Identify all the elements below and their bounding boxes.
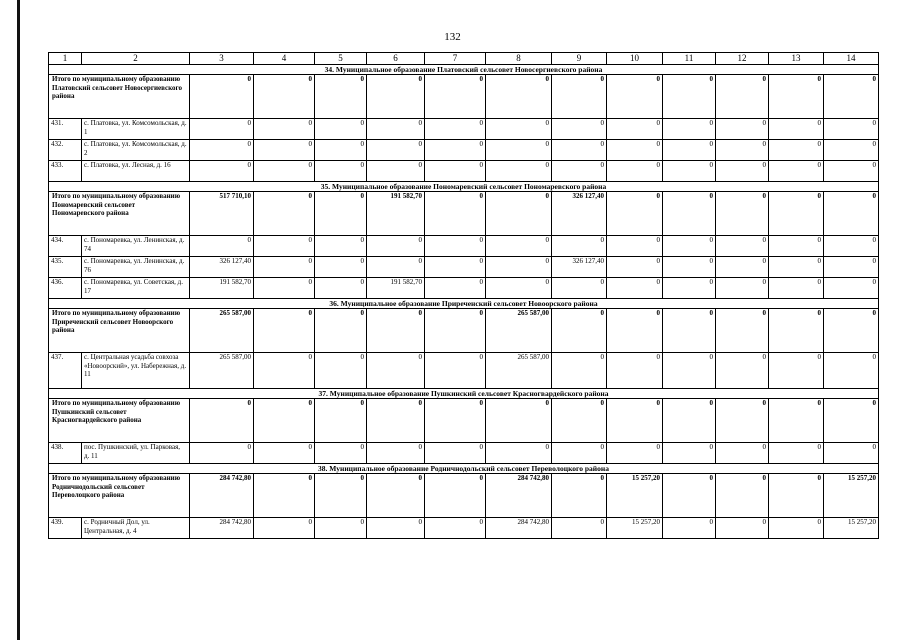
row-value: 326 127,40 bbox=[552, 257, 607, 278]
row-value: 0 bbox=[367, 161, 425, 182]
row-address: пос. Пушкинский, ул. Парковая, д. 11 bbox=[82, 443, 190, 464]
row-value: 0 bbox=[425, 443, 486, 464]
row-value: 0 bbox=[552, 236, 607, 257]
total-value: 15 257,20 bbox=[824, 474, 879, 518]
total-value: 0 bbox=[607, 75, 663, 119]
row-value: 0 bbox=[769, 353, 824, 389]
row-value: 0 bbox=[190, 140, 254, 161]
row-value: 0 bbox=[425, 257, 486, 278]
row-value: 0 bbox=[367, 518, 425, 539]
row-value: 0 bbox=[552, 353, 607, 389]
total-value: 0 bbox=[716, 309, 769, 353]
row-value: 0 bbox=[190, 119, 254, 140]
row-value: 0 bbox=[425, 119, 486, 140]
total-value: 0 bbox=[716, 75, 769, 119]
total-value: 0 bbox=[315, 75, 367, 119]
row-value: 0 bbox=[315, 119, 367, 140]
column-header: 13 bbox=[769, 53, 824, 65]
row-value: 0 bbox=[315, 443, 367, 464]
total-value: 0 bbox=[769, 192, 824, 236]
row-value: 0 bbox=[824, 278, 879, 299]
total-value: 0 bbox=[190, 399, 254, 443]
total-value: 0 bbox=[425, 474, 486, 518]
column-header: 10 bbox=[607, 53, 663, 65]
total-value: 15 257,20 bbox=[607, 474, 663, 518]
total-label: Итого по муниципальному образованию Пушкинский сельсовет Красногвардейского района bbox=[49, 399, 190, 443]
row-value: 0 bbox=[663, 518, 716, 539]
table-row bbox=[49, 443, 879, 464]
total-value: 0 bbox=[769, 399, 824, 443]
row-value: 0 bbox=[367, 119, 425, 140]
row-value: 0 bbox=[315, 518, 367, 539]
row-number: 434. bbox=[49, 236, 82, 257]
row-value: 0 bbox=[254, 353, 315, 389]
row-value: 0 bbox=[254, 443, 315, 464]
total-value: 0 bbox=[486, 399, 552, 443]
row-value: 0 bbox=[315, 161, 367, 182]
total-value: 0 bbox=[425, 399, 486, 443]
total-value: 0 bbox=[824, 192, 879, 236]
table-row bbox=[49, 119, 879, 140]
row-number: 433. bbox=[49, 161, 82, 182]
row-value: 0 bbox=[607, 119, 663, 140]
row-value: 0 bbox=[769, 236, 824, 257]
total-value: 0 bbox=[663, 474, 716, 518]
total-value: 0 bbox=[769, 309, 824, 353]
row-value: 0 bbox=[769, 257, 824, 278]
row-value: 0 bbox=[486, 257, 552, 278]
total-value: 0 bbox=[552, 75, 607, 119]
total-value: 0 bbox=[425, 309, 486, 353]
total-value: 0 bbox=[425, 192, 486, 236]
total-value: 0 bbox=[716, 474, 769, 518]
page-number: 132 bbox=[444, 31, 461, 43]
row-number: 436. bbox=[49, 278, 82, 299]
total-row bbox=[49, 474, 879, 518]
row-value: 0 bbox=[824, 236, 879, 257]
row-value: 284 742,80 bbox=[486, 518, 552, 539]
total-label: Итого по муниципальному образованию Родничнодольский сельсовет Переволоцкого района bbox=[49, 474, 190, 518]
total-value: 0 bbox=[315, 399, 367, 443]
column-header: 5 bbox=[315, 53, 367, 65]
row-value: 0 bbox=[663, 140, 716, 161]
row-number: 435. bbox=[49, 257, 82, 278]
row-value: 0 bbox=[716, 278, 769, 299]
row-value: 0 bbox=[315, 257, 367, 278]
row-address: с. Платовка, ул. Комсомольская, д. 1 bbox=[82, 119, 190, 140]
section-title: 36. Муниципальное образование Приреченский сельсовет Новоорского района bbox=[49, 299, 879, 309]
row-value: 0 bbox=[716, 518, 769, 539]
total-value: 0 bbox=[254, 474, 315, 518]
total-value: 0 bbox=[254, 399, 315, 443]
total-value: 0 bbox=[769, 474, 824, 518]
row-value: 0 bbox=[716, 140, 769, 161]
row-value: 0 bbox=[607, 236, 663, 257]
column-header: 7 bbox=[425, 53, 486, 65]
section-title: 38. Муниципальное образование Родничнодольский сельсовет Переволоцкого района bbox=[49, 464, 879, 474]
row-value: 0 bbox=[190, 236, 254, 257]
row-number: 437. bbox=[49, 353, 82, 389]
row-value: 0 bbox=[486, 443, 552, 464]
total-row bbox=[49, 192, 879, 236]
total-value: 0 bbox=[552, 474, 607, 518]
row-value: 0 bbox=[769, 278, 824, 299]
row-value: 0 bbox=[425, 518, 486, 539]
table-row bbox=[49, 161, 879, 182]
column-header: 9 bbox=[552, 53, 607, 65]
row-value: 0 bbox=[367, 257, 425, 278]
row-value: 326 127,40 bbox=[190, 257, 254, 278]
section-row bbox=[49, 65, 879, 75]
row-value: 0 bbox=[315, 278, 367, 299]
row-value: 0 bbox=[552, 161, 607, 182]
row-value: 0 bbox=[663, 161, 716, 182]
row-value: 284 742,80 bbox=[190, 518, 254, 539]
row-value: 15 257,20 bbox=[824, 518, 879, 539]
table-row bbox=[49, 257, 879, 278]
register-table bbox=[48, 52, 879, 539]
total-value: 284 742,80 bbox=[190, 474, 254, 518]
total-value: 0 bbox=[367, 75, 425, 119]
total-value: 265 587,00 bbox=[190, 309, 254, 353]
column-header-row bbox=[49, 53, 879, 65]
row-value: 0 bbox=[552, 140, 607, 161]
column-header: 3 bbox=[190, 53, 254, 65]
total-value: 517 710,10 bbox=[190, 192, 254, 236]
row-value: 0 bbox=[315, 353, 367, 389]
total-value: 0 bbox=[315, 192, 367, 236]
total-value: 0 bbox=[425, 75, 486, 119]
total-value: 0 bbox=[315, 474, 367, 518]
row-value: 0 bbox=[254, 257, 315, 278]
row-value: 191 582,70 bbox=[190, 278, 254, 299]
section-row bbox=[49, 299, 879, 309]
row-value: 0 bbox=[769, 443, 824, 464]
total-value: 284 742,80 bbox=[486, 474, 552, 518]
row-number: 431. bbox=[49, 119, 82, 140]
row-value: 265 587,00 bbox=[190, 353, 254, 389]
total-value: 0 bbox=[663, 309, 716, 353]
row-value: 0 bbox=[663, 278, 716, 299]
section-row bbox=[49, 389, 879, 399]
row-value: 0 bbox=[486, 140, 552, 161]
row-value: 0 bbox=[425, 353, 486, 389]
row-value: 15 257,20 bbox=[607, 518, 663, 539]
row-value: 0 bbox=[824, 119, 879, 140]
row-value: 0 bbox=[254, 140, 315, 161]
total-label: Итого по муниципальному образованию Пономаревский сельсовет Пономаревского района bbox=[49, 192, 190, 236]
total-value: 0 bbox=[367, 399, 425, 443]
total-label: Итого по муниципальному образованию Платовский сельсовет Новосергиевского района bbox=[49, 75, 190, 119]
row-value: 0 bbox=[486, 278, 552, 299]
row-value: 0 bbox=[254, 236, 315, 257]
row-address: с. Платовка, ул. Лесная, д. 16 bbox=[82, 161, 190, 182]
row-value: 0 bbox=[716, 257, 769, 278]
row-number: 432. bbox=[49, 140, 82, 161]
row-address: с. Пономаревка, ул. Ленинская, д. 74 bbox=[82, 236, 190, 257]
row-value: 0 bbox=[769, 119, 824, 140]
total-value: 0 bbox=[190, 75, 254, 119]
row-value: 0 bbox=[190, 161, 254, 182]
row-number: 439. bbox=[49, 518, 82, 539]
row-value: 0 bbox=[769, 161, 824, 182]
row-value: 0 bbox=[663, 119, 716, 140]
row-address: с. Центральная усадьба совхоза «Новоорский», ул. Набережная, д. 11 bbox=[82, 353, 190, 389]
total-value: 0 bbox=[254, 192, 315, 236]
column-header: 12 bbox=[716, 53, 769, 65]
section-title: 37. Муниципальное образование Пушкинский сельсовет Красногвардейского района bbox=[49, 389, 879, 399]
row-value: 0 bbox=[607, 161, 663, 182]
total-value: 0 bbox=[367, 309, 425, 353]
column-header: 8 bbox=[486, 53, 552, 65]
row-value: 0 bbox=[607, 140, 663, 161]
total-value: 191 582,70 bbox=[367, 192, 425, 236]
total-value: 326 127,40 bbox=[552, 192, 607, 236]
row-value: 0 bbox=[607, 257, 663, 278]
binder-edge bbox=[17, 0, 20, 640]
row-value: 0 bbox=[367, 443, 425, 464]
row-value: 265 587,00 bbox=[486, 353, 552, 389]
row-value: 0 bbox=[824, 257, 879, 278]
section-row bbox=[49, 464, 879, 474]
total-value: 0 bbox=[663, 75, 716, 119]
total-row bbox=[49, 309, 879, 353]
row-value: 0 bbox=[716, 161, 769, 182]
total-value: 0 bbox=[254, 309, 315, 353]
total-value: 0 bbox=[254, 75, 315, 119]
row-value: 0 bbox=[367, 236, 425, 257]
row-address: с. Пономаревка, ул. Ленинская, д. 76 bbox=[82, 257, 190, 278]
row-value: 0 bbox=[716, 443, 769, 464]
row-value: 0 bbox=[607, 278, 663, 299]
row-value: 0 bbox=[367, 140, 425, 161]
row-value: 0 bbox=[425, 236, 486, 257]
section-title: 34. Муниципальное образование Платовский сельсовет Новосергиевского района bbox=[49, 65, 879, 75]
row-value: 0 bbox=[824, 140, 879, 161]
total-value: 0 bbox=[769, 75, 824, 119]
total-value: 0 bbox=[607, 399, 663, 443]
total-value: 0 bbox=[607, 309, 663, 353]
row-value: 0 bbox=[425, 161, 486, 182]
total-value: 0 bbox=[663, 399, 716, 443]
row-value: 0 bbox=[716, 353, 769, 389]
total-value: 0 bbox=[315, 309, 367, 353]
total-value: 0 bbox=[716, 399, 769, 443]
row-value: 0 bbox=[425, 278, 486, 299]
row-value: 0 bbox=[663, 257, 716, 278]
row-value: 191 582,70 bbox=[367, 278, 425, 299]
row-value: 0 bbox=[716, 119, 769, 140]
column-header: 6 bbox=[367, 53, 425, 65]
row-value: 0 bbox=[486, 236, 552, 257]
row-value: 0 bbox=[254, 278, 315, 299]
row-value: 0 bbox=[716, 236, 769, 257]
row-value: 0 bbox=[607, 443, 663, 464]
total-value: 0 bbox=[716, 192, 769, 236]
row-address: с. Пономаревка, ул. Советская, д. 17 bbox=[82, 278, 190, 299]
section-title: 35. Муниципальное образование Пономаревский сельсовет Пономаревского района bbox=[49, 182, 879, 192]
column-header: 14 bbox=[824, 53, 879, 65]
row-address: с. Платовка, ул. Комсомольская, д. 2 bbox=[82, 140, 190, 161]
row-value: 0 bbox=[663, 443, 716, 464]
row-value: 0 bbox=[769, 518, 824, 539]
row-value: 0 bbox=[425, 140, 486, 161]
column-header: 4 bbox=[254, 53, 315, 65]
total-value: 0 bbox=[486, 75, 552, 119]
table-row bbox=[49, 140, 879, 161]
row-value: 0 bbox=[486, 161, 552, 182]
row-value: 0 bbox=[769, 140, 824, 161]
total-value: 0 bbox=[824, 309, 879, 353]
total-row bbox=[49, 75, 879, 119]
total-value: 0 bbox=[552, 309, 607, 353]
row-value: 0 bbox=[824, 443, 879, 464]
total-label: Итого по муниципальному образованию Приреченский сельсовет Новоорского района bbox=[49, 309, 190, 353]
table-row bbox=[49, 353, 879, 389]
row-value: 0 bbox=[486, 119, 552, 140]
row-value: 0 bbox=[824, 353, 879, 389]
table-row bbox=[49, 518, 879, 539]
row-value: 0 bbox=[663, 236, 716, 257]
section-row bbox=[49, 182, 879, 192]
table-row bbox=[49, 278, 879, 299]
row-value: 0 bbox=[607, 353, 663, 389]
row-value: 0 bbox=[663, 353, 716, 389]
row-value: 0 bbox=[254, 161, 315, 182]
row-value: 0 bbox=[824, 161, 879, 182]
total-value: 0 bbox=[824, 75, 879, 119]
row-value: 0 bbox=[552, 443, 607, 464]
total-value: 0 bbox=[663, 192, 716, 236]
total-value: 0 bbox=[552, 399, 607, 443]
total-value: 0 bbox=[367, 474, 425, 518]
row-number: 438. bbox=[49, 443, 82, 464]
row-value: 0 bbox=[552, 119, 607, 140]
row-value: 0 bbox=[552, 278, 607, 299]
row-value: 0 bbox=[315, 236, 367, 257]
total-value: 0 bbox=[824, 399, 879, 443]
row-value: 0 bbox=[367, 353, 425, 389]
row-address: с. Родничный Дол, ул. Центральная, д. 4 bbox=[82, 518, 190, 539]
total-value: 0 bbox=[607, 192, 663, 236]
row-value: 0 bbox=[552, 518, 607, 539]
row-value: 0 bbox=[190, 443, 254, 464]
total-row bbox=[49, 399, 879, 443]
column-header: 1 bbox=[49, 53, 82, 65]
column-header: 11 bbox=[663, 53, 716, 65]
row-value: 0 bbox=[254, 119, 315, 140]
column-header: 2 bbox=[82, 53, 190, 65]
row-value: 0 bbox=[254, 518, 315, 539]
table-row bbox=[49, 236, 879, 257]
row-value: 0 bbox=[315, 140, 367, 161]
total-value: 265 587,00 bbox=[486, 309, 552, 353]
total-value: 0 bbox=[486, 192, 552, 236]
